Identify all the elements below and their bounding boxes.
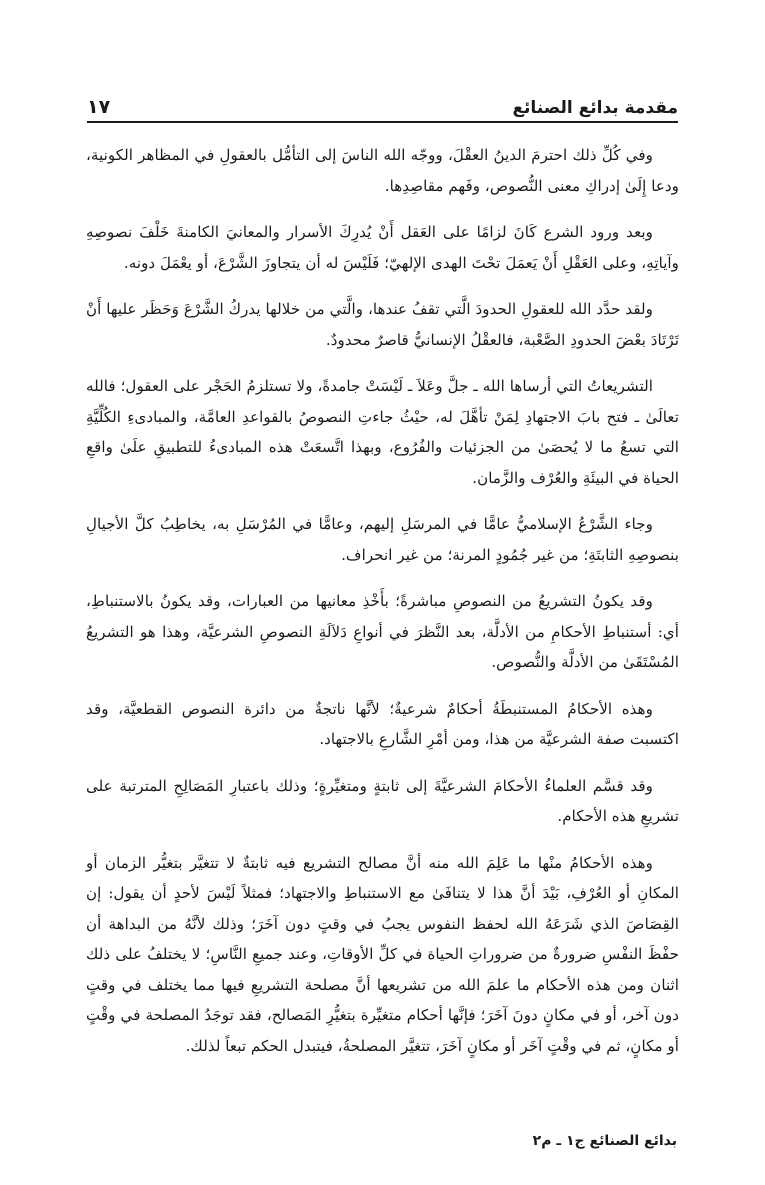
paragraph: التشريعاتُ التي أرساها الله ـ جلَّ وعَلاَ ـ لَيْسَتْ جامدةً، ولا تستلزمُ الحَجْر على العقول؛ فالله تعالَىٰ ـ فتح بابَ الاجتهادِ لِمَنْ تأهَّلَ له، حيْثُ جاءتِ النصوصُ بالقواعدِ العامَّة، والمبادىءِ الكُلِّيَّةِ التي تسعُ ما لا يُحصَىٰ من الجزئيات والفُرُوع، وبهذا اتَّسعَتْ هذه المبادىءُ للتطبيقِ علَىٰ واقعِ الحياة في البيئَةِ والعُرْف والزَّمان. <box>86 377 679 487</box>
paragraph: وجاء الشَّرْعُ الإسلاميُّ عامًّا في المرسَلِ إليهم، وعامًّا في المُرْسَلِ به، يخاطِبُ كلَّ الأجيالِ بنصوصِهِ الثابتَةِ؛ من غير جُمُودٍ المرنة؛ من غير انحراف. <box>86 515 679 564</box>
body-text <box>86 140 679 1077</box>
paragraph: وهذه الأحكامُ المستنبطَةُ أحكامٌ شرعيةٌ؛ لأنَّها ناتجةٌ من دائرة النصوص القطعيَّة، وقد اكتسبت صفة الشرعيَّة من هذا، ومن أمْرِ الشَّارعِ بالاجتهاد. <box>86 699 679 748</box>
paragraph: ولقد حدَّد الله للعقولِ الحدودَ الَّتي تقفُ عندها، والَّتي من خلالها يدركُ الشَّرْعَ وَحَظَر عليها أَنْ تَرْتَادَ بعْضَ الحدودِ الصَّعْبة، فالعقْلُ الإنسانيُّ قاصرٌ محدودٌ. <box>86 300 679 349</box>
running-title: مقدمة بدائع الصنائع <box>512 98 678 118</box>
paragraph: وبعد ورود الشرع كَانَ لزامًا على العَقل أَنْ يُدرِكَ الأسرار والمعانيَ الكامنةَ خَلْفَ نصوصِهِ وآياتِهِ، وعلى العَقْلِ أَنْ يَعمَلَ تحْتَ الهدى الإلهيّ؛ فَلَيْسَ له أن يتجاوزَ الشَّرْعَ، أو يعْمَلَ دونه. <box>86 223 679 272</box>
paragraph: وقد قسَّم العلماءُ الأحكامَ الشرعيَّةَ إلى ثابتةٍ ومتغيِّرةٍ؛ وذلك باعتبارِ المَصَالِحِ المترتبة على تشريعِ هذه الأحكام. <box>86 776 679 825</box>
paragraph: وقد يكونُ التشريعُ من النصوصِ مباشرةً؛ بأَخْذِ معانيها من العبارات، وقد يكونُ بالاستنباطِ، أي: أستنباطِ الأحكامِ من الأدلَّة، بعد النَّظرَ في أنواعِ دَلاَلَةِ النصوصِ الشرعيَّة، وهذا هو التشريعُ المُسْتَقَىٰ من الأدلَّة والنُّصوص. <box>86 592 679 671</box>
page-number: ١٧ <box>87 96 111 118</box>
paragraph: وهذه الأحكامُ منْها ما عَلِمَ الله منه أنَّ مصالح التشريع فيه ثابتةٌ لا تتغيَّر بتغيُّر الزمان أو المكانِ أو العُرْفِ، بَيْدَ أنَّ هذا لا يتنافَىٰ مع الاستنباطِ والاجتهاد؛ فمثلاً لَيْسَ لأحدٍ أن يقول: إن القِصَاصَ الذي شَرَعَهُ الله لحفظ النفوس يجبُ في وقتٍ دون آخَرَ؛ وذلك لأنَّهُ من البداهة أن حفْظَ النفْسِ ضرورةٌ من ضروراتِ الحياة في كلِّ الأوقاتِ، وعند جميعِ النَّاسِ؛ لا يختلفُ على ذلك اثنان ومن هذه الأحكام ما علمَ الله من تشريعها أنَّ مصلحة التشريعِ فيها مما يختلف في وقتٍ دون آخر، أو في مكانٍ دونَ آخَرَ؛ فإنَّها أحكام متغيِّرة بتغيُّرِ المَصالح، فقد توجَدُ المصلحة في وقْتٍ أو مكانٍ، ثم في وقْتٍ آخَر أو مكانٍ آخَرَ، تتغيَّر المصلحةُ، فيتبدل الحكم تبعاً لذلك. <box>86 853 679 1055</box>
paragraph: وفي كُلِّ ذلك احترمَ الدينُ العقْلَ، ووجّه الله الناسَ إلى التأمُّل بالعقولِ في المظاهر الكونية، ودعا إِلَىٰ إدراكِ معنى النُّصوص، وفَهم مقاصِدِها. <box>86 146 679 195</box>
signature-mark: بدائع الصنائع ج١ ـ م٢ <box>532 1133 677 1149</box>
page-header <box>87 86 678 123</box>
